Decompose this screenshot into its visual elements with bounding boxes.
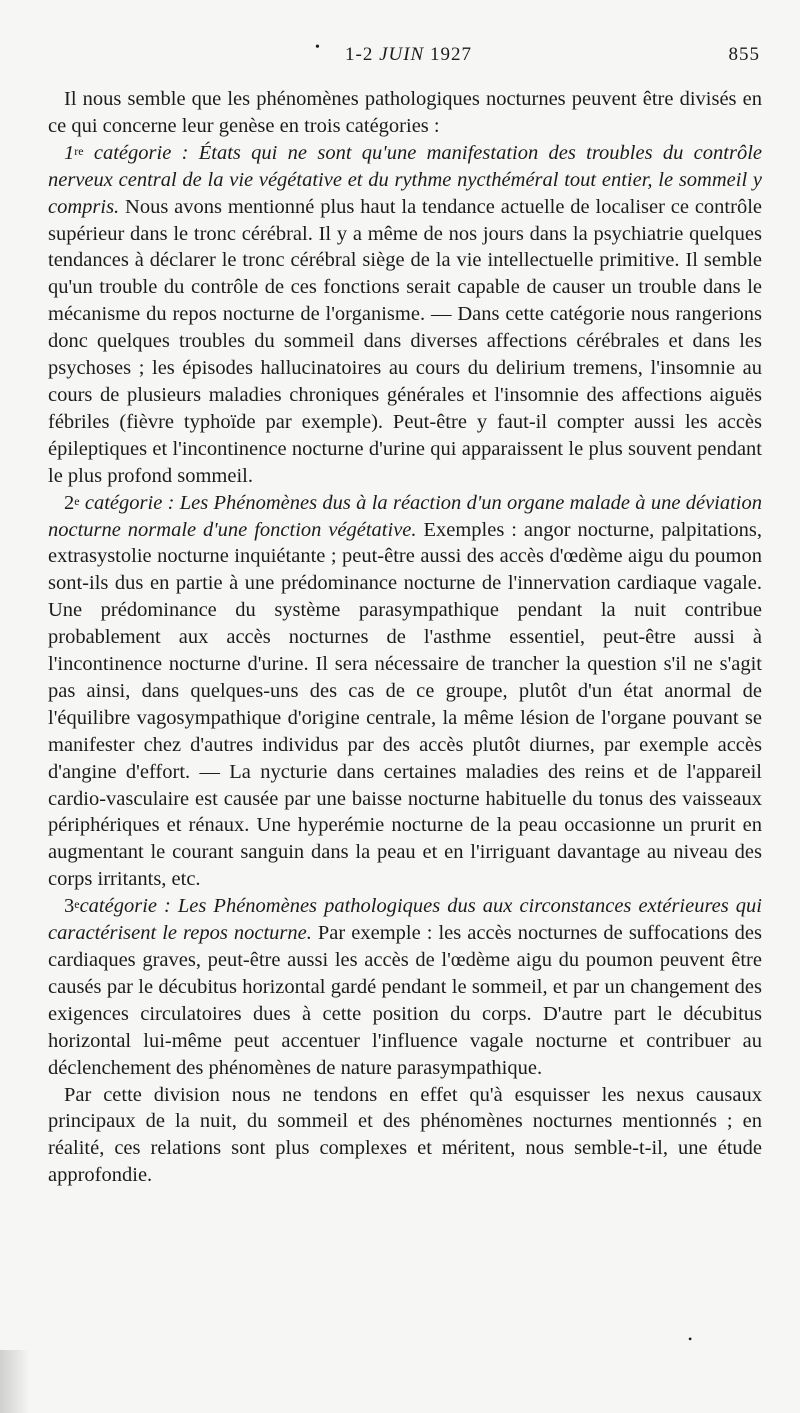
category-1-paragraph — [48, 140, 762, 490]
category-3-sup: e — [74, 897, 80, 912]
category-2-sup: e — [74, 493, 80, 508]
category-2-number: 2 — [64, 491, 75, 514]
category-1-title: catégorie : États qui ne sont qu'une manifestation des troubles du contrôle nerveux central de la vie végétative et du rythme nycthéméral tout entier — [48, 141, 762, 191]
category-2-title: catégorie : Les Phénomènes dus à la réaction d'un organe malade à une déviation nocturne normale d'une fonction végétative. — [48, 491, 763, 541]
category-2-body: Exemples : angor nocturne, palpitations, extrasystolie nocturne inquiétante ; peut-être aussi des accès d'œdème aigu du poumon sont-ils dus en partie à une prédominance nocturne de l'innervation cardiaque vagale. Une prédominance du système parasympathique pendant la nuit contribue probablement aux accès nocturnes de l'asthme essentiel, peut-être aussi à l'incontinence nocturne d'urine. Il sera nécessaire de trancher la question s'il ne s'agit pas ainsi, dans quelques-uns des cas de ce groupe, plutôt d'un état anormal de l'équilibre vagosympathique d'origine centrale, la même lésion de l'organe pouvant se manifester chez d'autres individus par des accès plutôt diurnes, par exemple accès d'angine d'effort. — La nycturie dans certaines maladies des reins et de l'appareil cardio-vasculaire est causée par une baisse nocturne habituelle du tonus des vaisseaux périphériques et rénaux. Une hyperémie nocturne de la peau occasionne un prurit en augmentant le courant sanguin dans la peau et en l'irriguant davantage au niveau des corps irritants, etc. — [48, 518, 763, 891]
scan-edge-shadow — [0, 1350, 30, 1413]
category-3-paragraph — [48, 893, 762, 1081]
category-3-body: Par exemple : les accès nocturnes de suffocations des cardiaques graves, peut-être aussi les accès de l'œdème aigu du poumon peuvent être causés par le décubitus horizontal gardé pendant le sommeil, et par un changement des exigences circulatoires dues à cette position du corps. D'autre part le décubitus horizontal lui-même peut accentuer l'influence vagale nocturne et contribuer au déclenchement des phénomènes de nature parasympathique. — [48, 922, 763, 1079]
category-1-number: 1 — [64, 141, 75, 164]
header-date-prefix: 1-2 — [345, 44, 374, 65]
category-2-paragraph — [48, 490, 762, 894]
category-1-body: Nous avons mentionné plus haut la tendance actuelle de localiser ce contrôle supérieur dans le tronc cérébral. Il y a même de nos jours dans la psychiatrie quelques tendances à déclarer le tronc cérébral siège de la vie intellectuelle primitive. Il semble qu'un trouble du contrôle de ces fonctions serait capable de causer un trouble dans le mécanisme du repos nocturne de l'organisme. — Dans cette catégorie nous rangerions donc quelques troubles du sommeil dans diverses affections cérébrales et dans les psychoses ; les épisodes hallucinatoires au cours du delirium tremens, l'insomnie au cours de plusieurs maladies chroniques générales et l'insomnie des affections aiguës fébriles (fièvre typhoïde par exemple). Peut-être y faut-il compter aussi les accès épileptiques et l'incontinence nocturne d'urine qui apparaissent le plus souvent pendant le plus profond sommeil. — [48, 195, 762, 487]
category-3-title: catégorie : Les Phénomènes pathologiques dus aux circonstances extérieures qui caractérisent le repos nocturne. — [48, 895, 762, 945]
category-3-number: 3 — [64, 895, 75, 918]
intro-paragraph: Il nous semble que les phénomènes pathologiques nocturnes peuvent être divisés en ce qui concerne leur genèse en trois catégories : — [48, 88, 762, 137]
article-body — [48, 86, 762, 1189]
running-header — [0, 40, 800, 74]
footer-mark: • — [688, 1332, 693, 1346]
header-dot: • — [315, 40, 321, 55]
header-year: 1927 — [429, 44, 472, 65]
conclusion-paragraph: Par cette division nous ne tendons en effet qu'à esquisser les nexus causaux principaux de la nuit, du sommeil et des phénomènes nocturnes mentionnés ; en réalité, ces relations sont plus complexes et méritent, nous semble-t-il, une étude approfondie. — [48, 1083, 762, 1187]
category-1-title-tail: , le sommeil y compris. — [48, 168, 762, 218]
page-number: 855 — [728, 44, 760, 65]
category-1-sup: re — [74, 143, 84, 158]
header-month: JUIN — [379, 44, 425, 65]
header-date — [345, 44, 472, 66]
